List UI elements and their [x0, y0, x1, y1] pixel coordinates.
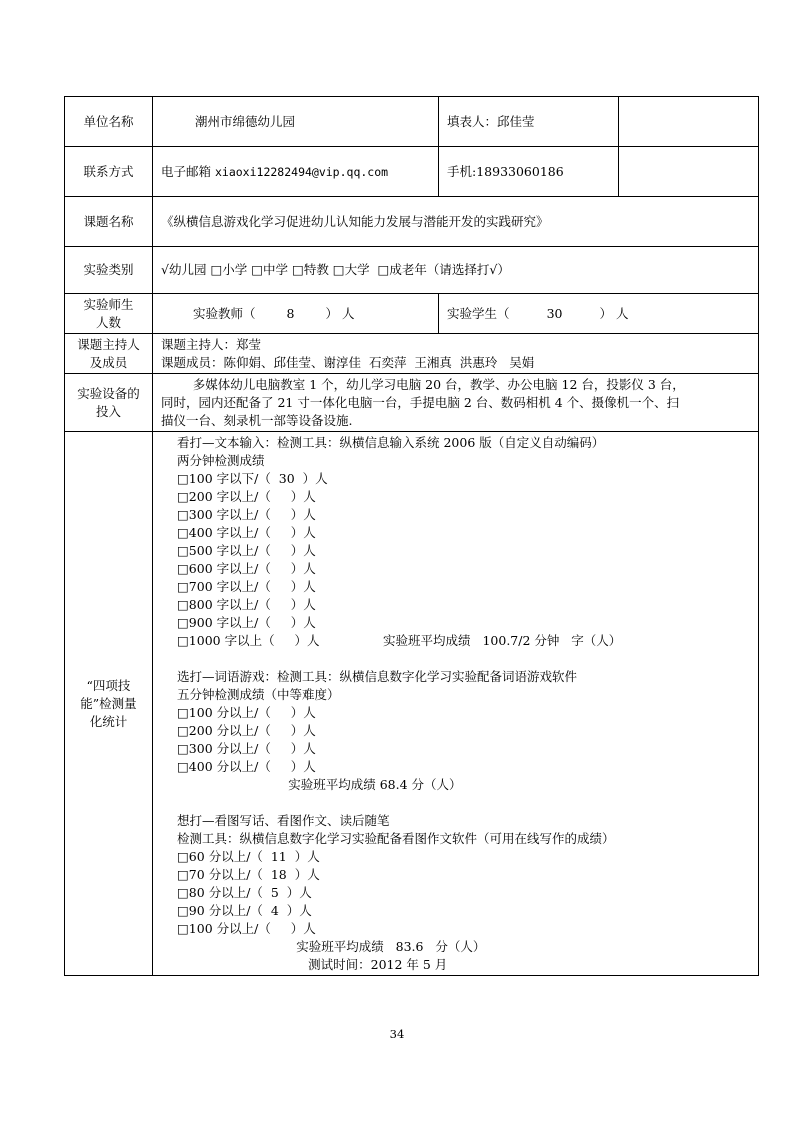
section-3-item: □100 分以上/（ ）人 [177, 921, 316, 936]
section-1-item: □600 字以上/（ ）人 [177, 561, 316, 576]
equipment-label-line-1: 实验设备的 [77, 385, 140, 401]
section-2-subtitle: 五分钟检测成绩（中等难度） [177, 687, 340, 702]
section-2-item: □200 分以上/（ ）人 [177, 723, 316, 738]
unit-label: 单位名称 [65, 97, 153, 147]
stats-label-line-2: 能”检测量 [80, 695, 137, 711]
section-2-item: □400 分以上/（ ）人 [177, 759, 316, 774]
equipment-line-2: 同时，园内还配备了 21 寸一体化电脑一台，手提电脑 2 台、数码相机 4 个、摄像机一个、扫 [161, 394, 680, 410]
stats-label [65, 432, 153, 976]
equipment-line-1: 多媒体幼儿电脑教室 1 个，幼儿学习电脑 20 台，教学、办公电脑 12 台，投影仪 3 台， [161, 376, 685, 392]
equipment-label [65, 374, 153, 432]
section-3-item: □70 分以上/（ 18 ）人 [177, 867, 320, 882]
row-people [65, 294, 759, 334]
row-topic [65, 197, 759, 247]
phone-label: 手机: [447, 163, 477, 179]
section-3-item: □90 分以上/（ 4 ）人 [177, 903, 312, 918]
section-3-item: □60 分以上/（ 11 ）人 [177, 849, 320, 864]
row-stats [65, 432, 759, 976]
section-1-item: □900 字以上/（ ）人 [177, 615, 316, 630]
contact-label: 联系方式 [65, 147, 153, 197]
section-2-title: 选打—词语游戏：检测工具：纵横信息数字化学习实验配备词语游戏软件 [177, 669, 578, 684]
section-3-item: □80 分以上/（ 5 ）人 [177, 885, 312, 900]
stats-label-line-3: 化统计 [89, 713, 128, 729]
teachers-label: 实验教师（ [193, 305, 256, 321]
email-label: 电子邮箱 [161, 163, 215, 179]
students-count: 30 [546, 305, 563, 321]
equipment-cell [153, 374, 759, 432]
row-unit [65, 97, 759, 147]
filler-value: 邱佳莹 [497, 113, 535, 129]
row-category [65, 247, 759, 294]
host-line: 课题主持人：郑莹 [161, 336, 262, 352]
spacer [177, 794, 758, 812]
topic-value: 《纵横信息游戏化学习促进幼儿认知能力发展与潜能开发的实践研究》 [153, 197, 759, 247]
section-1-item: □300 字以上/（ ）人 [177, 507, 316, 522]
empty-cell [619, 97, 759, 147]
email-cell [153, 147, 439, 197]
section-1-subtitle: 两分钟检测成绩 [177, 453, 265, 468]
students-cell [439, 294, 759, 334]
section-1-item: □400 字以上/（ ）人 [177, 525, 316, 540]
stats-label-line-1: “四项技 [86, 677, 131, 693]
email-value: xiaoxi12282494@vip.qq.com [214, 164, 389, 179]
section-1-item: □800 字以上/（ ）人 [177, 597, 316, 612]
experiment-info-table [64, 96, 759, 976]
topic-label: 课题名称 [65, 197, 153, 247]
equipment-line-3: 描仪一台、刻录机一部等设备设施. [161, 412, 353, 428]
filler-cell [439, 97, 619, 147]
students-label: 实验学生（ [447, 305, 510, 321]
people-label-line-1: 实验师生 [83, 296, 134, 312]
section-1-item: □500 字以上/（ ）人 [177, 543, 316, 558]
section-3-subtitle: 检测工具：纵横信息数字化学习实验配备看图作文软件（可用在线写作的成绩） [177, 831, 615, 846]
section-1-item: □1000 字以上（ ）人 实验班平均成绩 100.7/2 分钟 字（人） [177, 633, 622, 648]
section-3-title: 想打—看图写话、看图作文、读后随笔 [177, 813, 390, 828]
row-members [65, 334, 759, 374]
section-2-item: □300 分以上/（ ）人 [177, 741, 316, 756]
section-2-average: 实验班平均成绩 68.4 分（人） [177, 777, 462, 792]
members-cell [153, 334, 759, 374]
section-2-item: □100 分以上/（ ）人 [177, 705, 316, 720]
test-time: 测试时间：2012 年 5 月 [177, 957, 448, 972]
section-1-item: □700 字以上/（ ）人 [177, 579, 316, 594]
students-unit: ） 人 [599, 305, 629, 321]
filler-label: 填表人： [447, 113, 498, 129]
members-label [65, 334, 153, 374]
row-contact [65, 147, 759, 197]
people-label-line-2: 人数 [95, 314, 121, 330]
empty-cell [619, 147, 759, 197]
teachers-cell [153, 294, 439, 334]
section-3-average: 实验班平均成绩 83.6 分（人） [177, 939, 486, 954]
unit-value: 潮州市绵德幼儿园 [153, 97, 439, 147]
row-equipment [65, 374, 759, 432]
phone-value: 18933060186 [476, 163, 564, 179]
section-1-item: □200 字以上/（ ）人 [177, 489, 316, 504]
category-label: 实验类别 [65, 247, 153, 294]
teachers-unit: ） 人 [325, 305, 355, 321]
phone-cell [439, 147, 619, 197]
members-label-line-2: 及成员 [89, 354, 128, 370]
section-1-item: □100 字以下/（ 30 ）人 [177, 471, 328, 486]
page-number: 34 [389, 1027, 405, 1041]
members-label-line-1: 课题主持人 [77, 336, 140, 352]
section-1-title: 看打—文本输入：检测工具：纵横信息输入系统 2006 版（自定义自动编码） [177, 435, 605, 450]
teachers-count: 8 [286, 305, 295, 321]
category-value: √幼儿园 □小学 □中学 □特教 □大学 □成老年（请选择打√） [153, 247, 759, 294]
people-label [65, 294, 153, 334]
members-line: 课题成员：陈仰娟、邱佳莹、谢淳佳 石奕萍 王湘真 洪惠玲 吴娟 [161, 354, 535, 370]
stats-cell [153, 432, 759, 976]
equipment-label-line-2: 投入 [95, 403, 121, 419]
spacer [177, 650, 758, 668]
